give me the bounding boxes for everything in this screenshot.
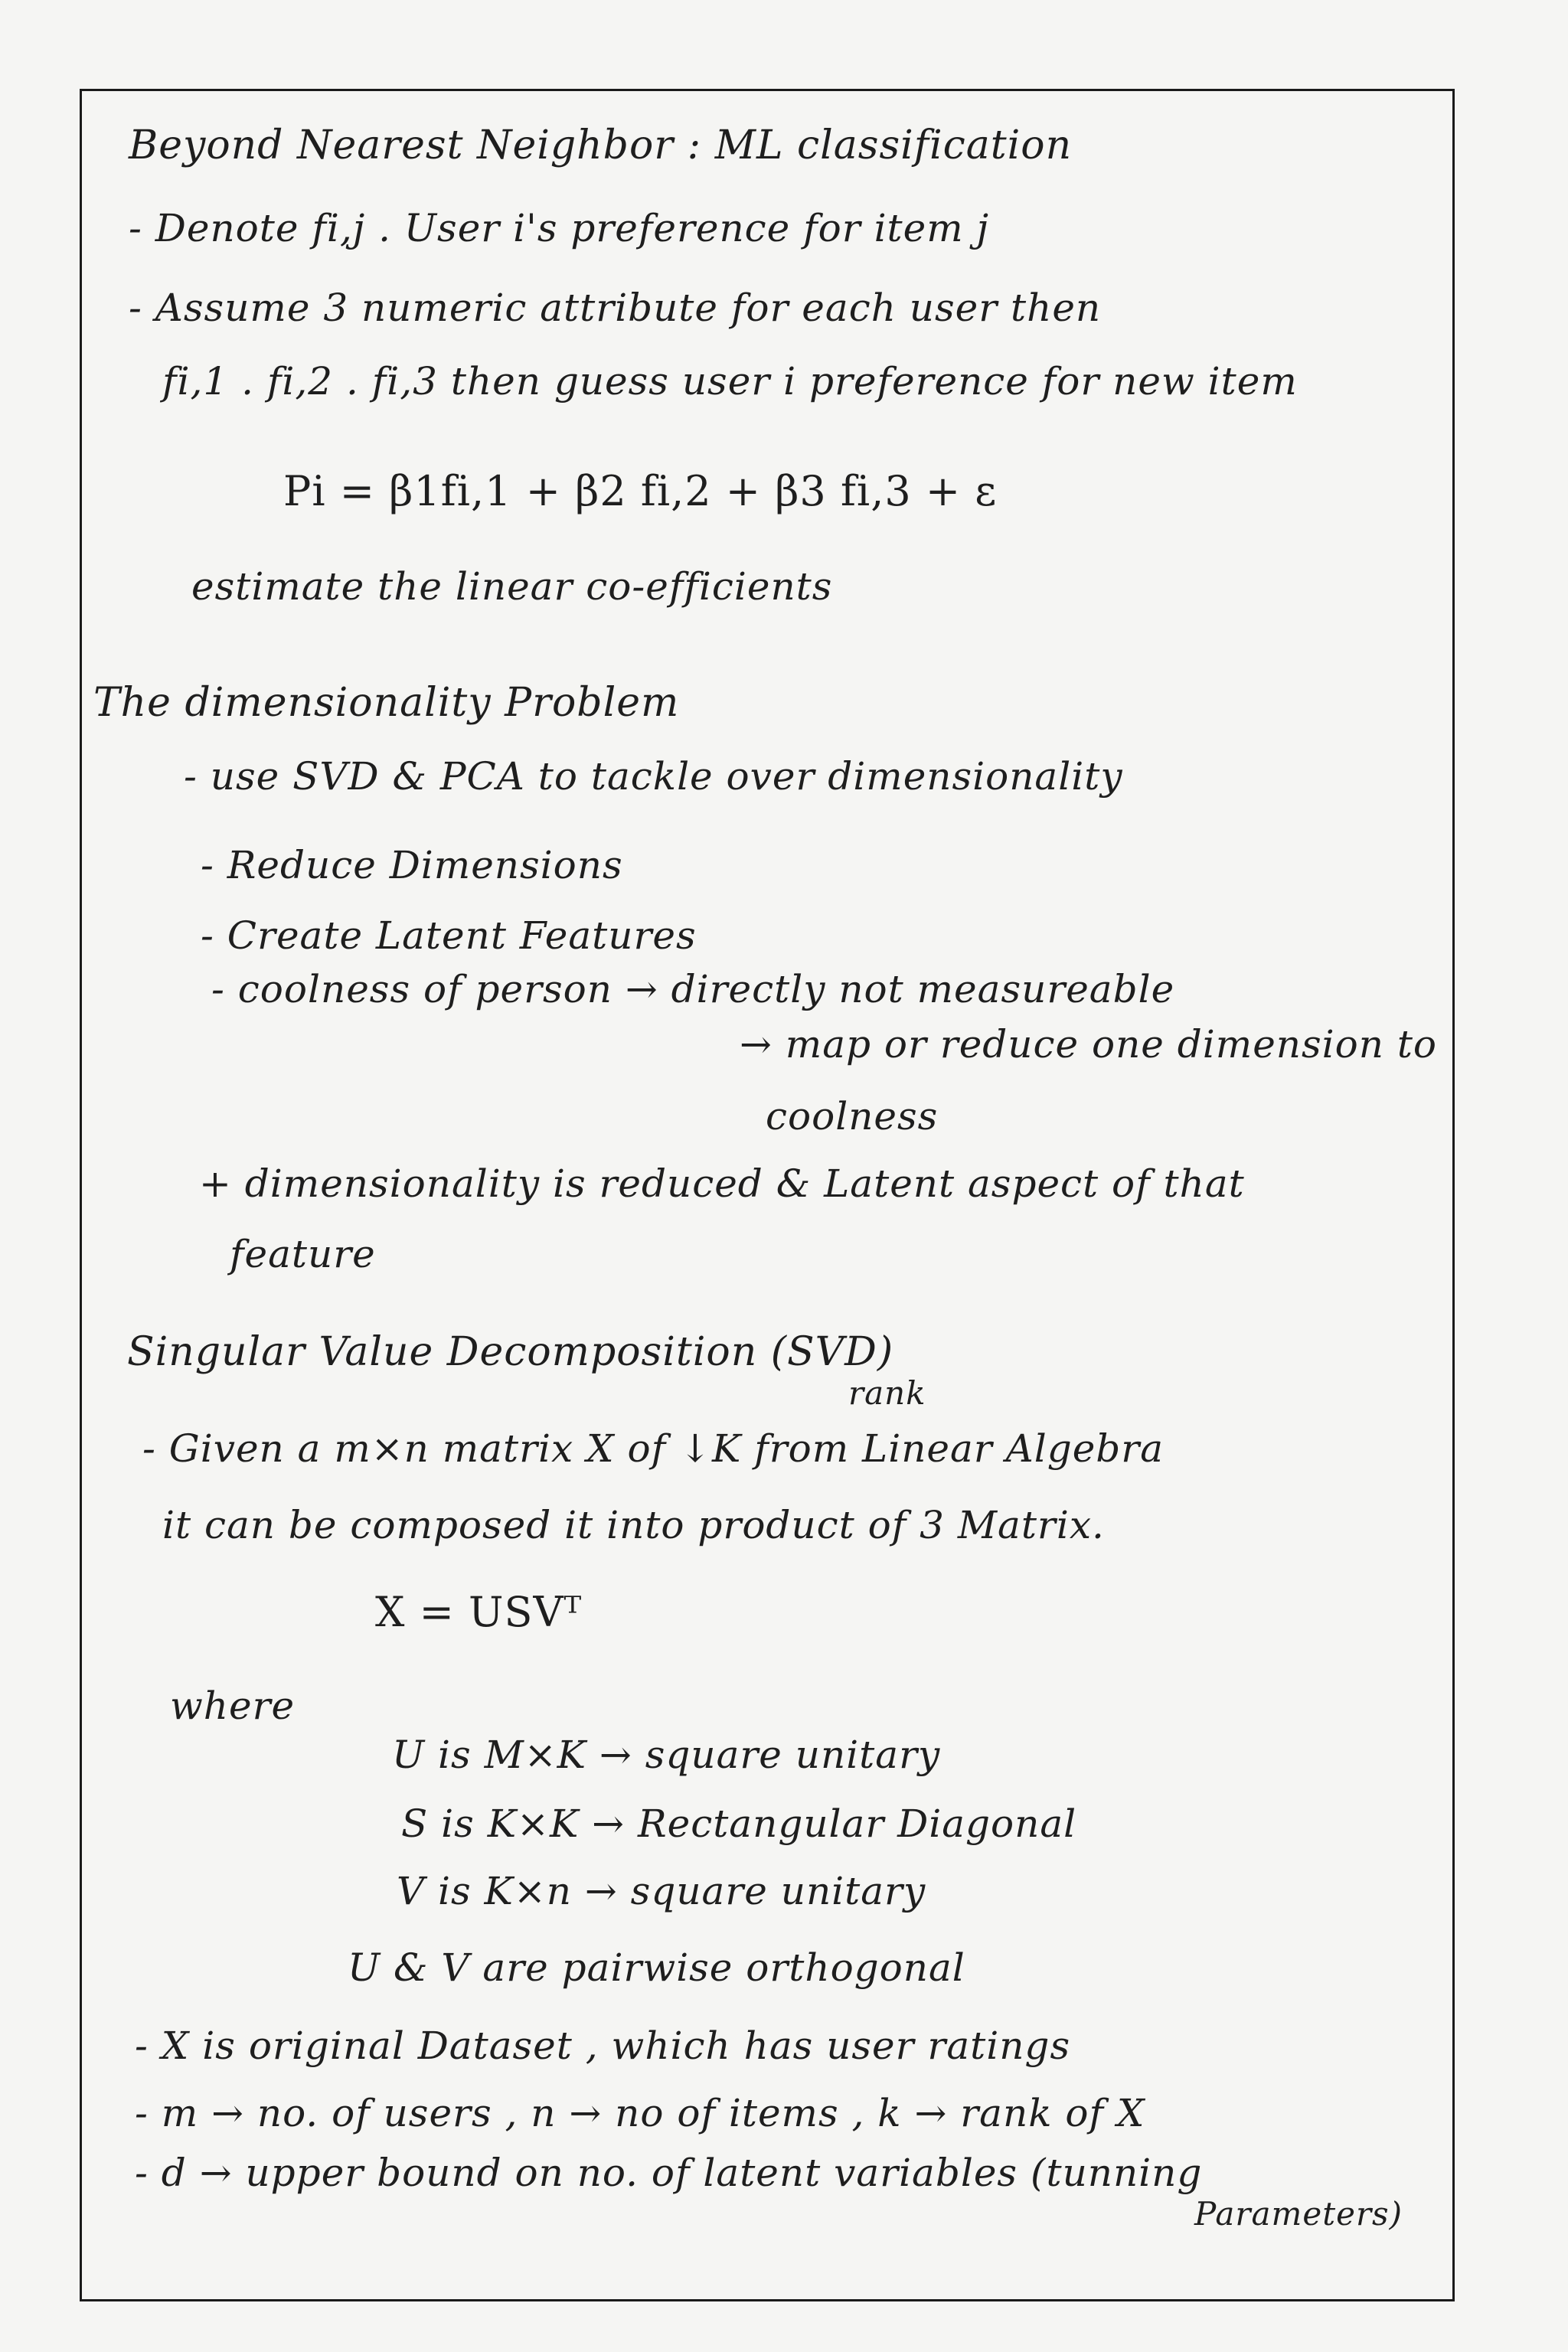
section1-line3: fi,1 . fi,2 . fi,3 then guess user i preference for new item	[162, 359, 1298, 403]
section1-line4: estimate the linear co-efficients	[191, 564, 833, 609]
v-definition: V is K×n → square unitary	[397, 1869, 926, 1913]
bullet-upper-bound: - d → upper bound on no. of latent variables (tunning	[135, 2151, 1203, 2195]
section1-line2: - Assume 3 numeric attribute for each user then	[129, 286, 1102, 330]
section2-line8: feature	[230, 1232, 376, 1276]
where-label: where	[170, 1684, 296, 1728]
section3-line1: - Given a m×n matrix X of ↓K from Linear Algebra	[142, 1426, 1165, 1471]
section1-line1: - Denote fi,j . User i's preference for item j	[129, 206, 990, 250]
rank-note: rank	[848, 1374, 926, 1412]
section2-line1: - use SVD & PCA to tackle over dimensionality	[184, 754, 1123, 799]
section3-line2: it can be composed it into product of 3 Matrix.	[162, 1503, 1105, 1547]
u-definition: U is M×K → square unitary	[392, 1733, 941, 1777]
section3-heading: Singular Value Decomposition (SVD)	[127, 1329, 894, 1375]
section2-line7: + dimensionality is reduced & Latent aspect of that	[199, 1161, 1245, 1206]
section2-line4: - coolness of person → directly not measureable	[211, 967, 1175, 1011]
bullet-upper-bound-cont: Parameters)	[1194, 2195, 1403, 2233]
section2-line6: coolness	[766, 1094, 939, 1138]
orthogonal-line: U & V are pairwise orthogonal	[348, 1945, 965, 1990]
bullet-dimensions: - m → no. of users , n → no of items , k → rank of X	[135, 2091, 1145, 2135]
svd-formula: X = USVᵀ	[375, 1588, 583, 1636]
section1-formula: Pi = β1fi,1 + β2 fi,2 + β3 fi,3 + ε	[283, 467, 998, 515]
section2-line5: → map or reduce one dimension to	[740, 1022, 1438, 1067]
section2-heading: The dimensionality Problem	[93, 680, 680, 726]
bullet-dataset: - X is original Dataset , which has user ratings	[135, 2024, 1071, 2068]
section2-line3: - Create Latent Features	[201, 913, 697, 958]
section2-line2: - Reduce Dimensions	[201, 843, 623, 887]
section1-heading: Beyond Nearest Neighbor : ML classification	[129, 122, 1073, 168]
s-definition: S is K×K → Rectangular Diagonal	[401, 1802, 1077, 1846]
